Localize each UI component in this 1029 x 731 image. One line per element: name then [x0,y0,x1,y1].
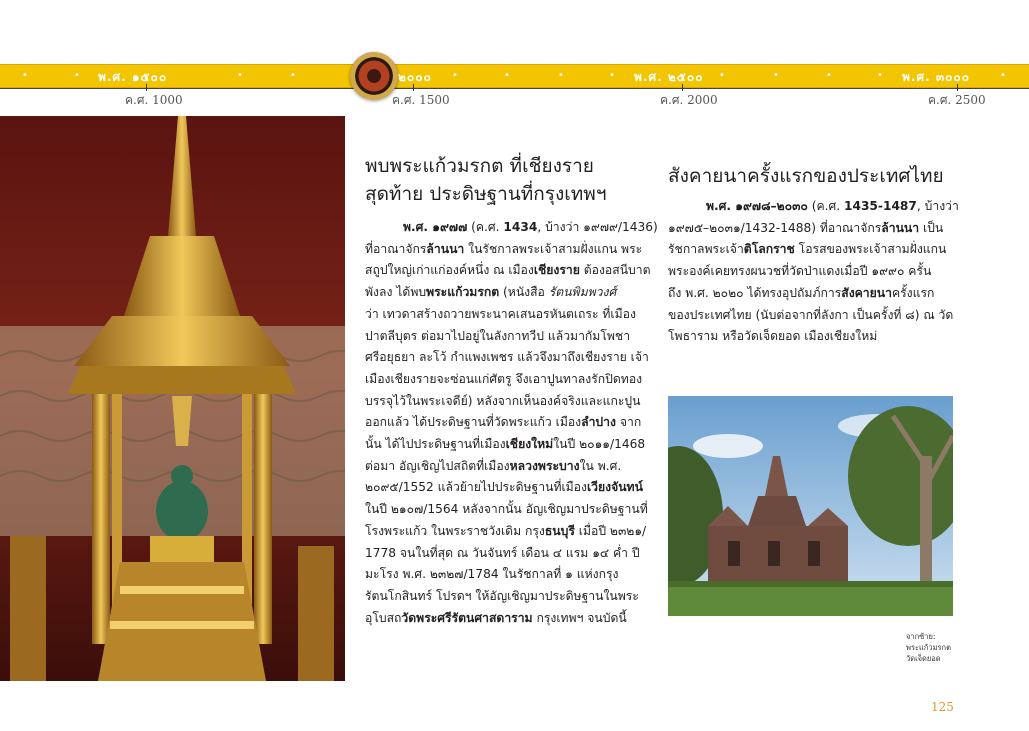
timeline-tick [413,84,414,91]
page-number: 125 [931,700,954,714]
body-line: รัชกาลพระเจ้าติโลกราช โอรสของพระเจ้าสามฝั่งแกน [668,242,947,257]
body-line: พระองค์เคยทรงผนวชที่วัดป่าแดงเมื่อปี ๑๙๙๐ ครั้น [668,264,932,279]
timeline-be-label: พ.ศ. ๒๕๐๐ [634,70,704,84]
timeline-ce-label: ค.ศ. 1000 [125,93,183,107]
article2-title: สังคายนาครั้งแรกของประเทศไทย [668,165,944,187]
timeline-dot: • [773,70,779,81]
timeline-ce-label: ค.ศ. 2000 [660,93,718,107]
article1-title-line1: พบพระแก้วมรกต ที่เชียงราย [365,155,594,177]
caption-line: พระแก้วมรกต [906,643,951,652]
body-line: โพธาราม หรือวัดเจ็ดยอด เมืองเชียงใหม่ [668,329,878,344]
timeline-dot: • [237,70,243,81]
timeline-dot: • [290,70,296,81]
timeline-dot: • [719,70,725,81]
article1-title-line2: สุดท้าย ประดิษฐานที่กรุงเทพฯ [365,183,607,205]
body-line: ที่อาณาจักรล้านนา ในรัชกาลพระเจ้าสามฝั่งแกน พระ [365,241,643,256]
timeline-dot: • [609,70,615,81]
timeline-tick [957,84,958,91]
timeline-ce-label: ค.ศ. 1500 [392,93,450,107]
timeline-dot: • [558,70,564,81]
timeline-dot: • [1000,70,1006,81]
timeline-be-label: ๒๐๐๐ [398,70,432,84]
body-line: ๒๐๙๕/1552 แล้วย้ายไปประดิษฐานที่เมืองเวียงจันทน์ [365,480,643,495]
body-line: 1778 จนในที่สุด ณ วันจันทร์ เดือน ๔ แรม ๑๔ ค่ำ ปี [365,545,640,560]
timeline-dot: • [877,70,883,81]
timeline-baseline [0,88,1029,89]
body-line: บรรจุไว้ในพระเจดีย์) หลังจากเห็นองค์จริงและแกะปูน [365,393,641,408]
timeline-dot: • [504,70,510,81]
timeline-dot: • [74,70,80,81]
body-line: เมืองเชียงรายจะซ่อนแก่ศัตรู จึงเอาปูนทาลงรักปิดทอง [365,371,643,386]
body-line: ออกแล้ว ได้ประดิษฐานที่วัดพระแก้ว เมืองลำปาง จาก [365,415,642,430]
body-line: สถูปใหญ่เก่าแก่องค์หนึ่ง ณ เมืองเชียงราย ต้องอสนีบาต [365,263,651,278]
wat-chet-yot-photo [668,396,953,616]
article1-body [365,217,658,629]
body-line: พ.ศ. ๑๙๗๘–๒๐๓๐ (ค.ศ. 1435-1487, บ้างว่า [706,199,959,213]
emerald-buddha-photo [0,116,345,681]
body-line: ว่า เทวดาสร้างถวายพระนาคเสนอรหันตเถระ ที่เมือง [365,306,636,321]
body-line: ศรีอยุธยา ละโว้ กำแพงเพชร แล้วจึงมาถึงเชียงราย เจ้า [365,350,649,365]
caption-line: วัดเจ็ดยอด [906,654,941,663]
body-line: ในปี ๒๑๐๗/1564 หลังจากนั้น อัญเชิญมาประดิษฐานที่ [365,502,648,517]
body-line: โรงพระแก้ว ในพระราชวังเดิม กรุงธนบุรี เมื่อปี ๒๓๒๑/ [365,523,647,538]
caption-line: จากซ้าย: [906,632,936,641]
photo-caption [906,631,951,664]
body-line: รัตนโกสินทร์ โปรดฯ ให้อัญเชิญมาประดิษฐานในพระ [365,588,639,603]
timeline-tick [682,84,683,91]
body-line: ของประเทศไทย (นับต่อจากที่ลังกา เป็นครั้งที่ ๘) ณ วัด [668,307,954,322]
body-line: ปาตลีบุตร ต่อมาไปอยู่ในลังกาทวีป แล้วมากัมโพชา [365,328,631,343]
timeline-be-label: พ.ศ. ๑๕๐๐ [98,70,168,84]
body-line: นั้น ได้ไปประดิษฐานที่เมืองเชียงใหม่ในปี ๒๐๑๑/1468 [365,437,646,452]
body-line: พ.ศ. ๑๙๗๗ (ค.ศ. 1434, บ้างว่า ๑๙๗๙/1436) [403,220,658,234]
timeline-dot: • [22,70,28,81]
body-line: ๑๙๗๕–๒๐๓๑/1432-1488) ที่อาณาจักรล้านนา เป็น [668,220,944,235]
article2-body [668,196,959,348]
timeline-position-marker-icon [350,52,398,100]
body-line: ถึง พ.ศ. ๒๐๒๐ ได้ทรงอุปถัมภ์การสังคายนาครั้งแรก [668,285,935,300]
timeline-dot: • [826,70,832,81]
timeline-bar [0,64,1029,88]
timeline-tick [146,84,147,91]
timeline-be-label: พ.ศ. ๓๐๐๐ [902,70,970,84]
timeline-ce-label: ค.ศ. 2500 [928,93,986,107]
body-line: อุโบสถวัดพระศรีรัตนศาสดาราม กรุงเทพฯ จนบัดนี้ [365,610,627,625]
body-line: มะโรง พ.ศ. ๒๓๒๗/1784 ในรัชกาลที่ ๑ แห่งกรุง [365,567,619,582]
body-line: พังลง ได้พบพระแก้วมรกต (หนังสือ รัตนพิมพวงศ์ [365,285,617,300]
body-line: ต่อมา อัญเชิญไปสถิตที่เมืองหลวงพระบางใน พ.ศ. [365,458,622,473]
timeline-dot: • [452,70,458,81]
